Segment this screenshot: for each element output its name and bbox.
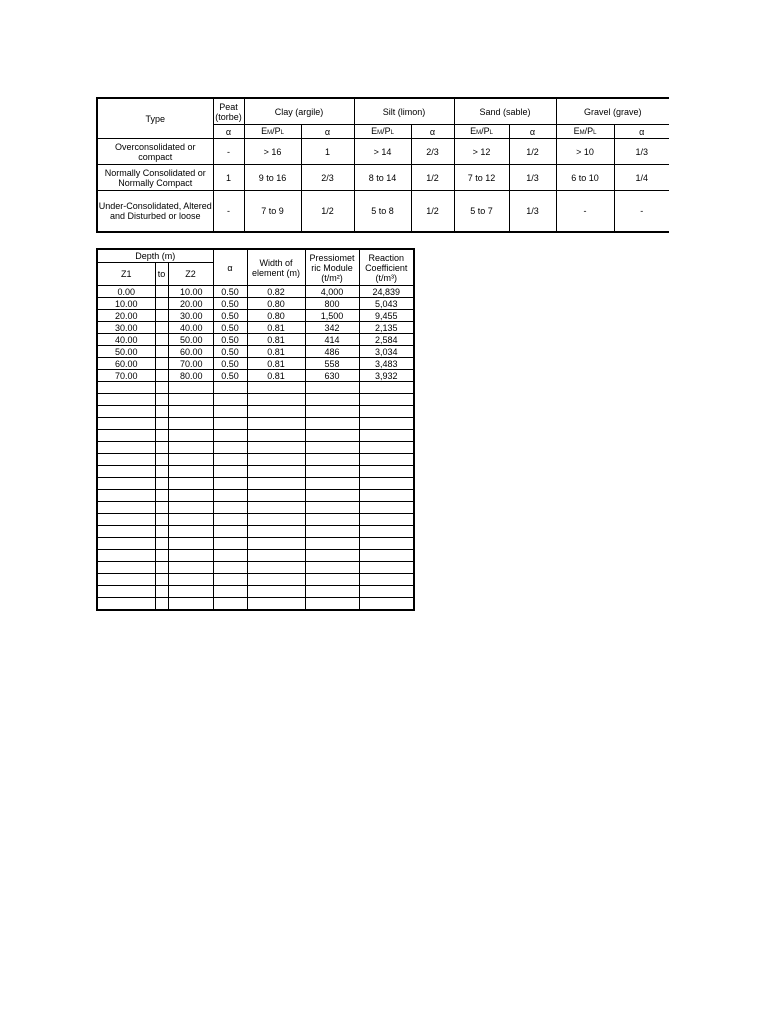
depth-cell-width xyxy=(247,526,305,538)
depth-cell-width xyxy=(247,562,305,574)
soil-cell: 2/3 xyxy=(301,165,354,191)
depth-cell-z1 xyxy=(97,598,155,611)
depth-cell-width xyxy=(247,490,305,502)
depth-cell-module xyxy=(305,574,359,586)
depth-cell-module: 486 xyxy=(305,346,359,358)
depth-cell-module xyxy=(305,502,359,514)
depth-cell-module xyxy=(305,526,359,538)
depth-cell-module xyxy=(305,406,359,418)
depth-cell-reaction: 2,135 xyxy=(359,322,414,334)
depth-header-depth: Depth (m) xyxy=(97,249,213,263)
depth-cell-z2 xyxy=(168,394,213,406)
depth-cell-module xyxy=(305,382,359,394)
depth-cell-module xyxy=(305,394,359,406)
depth-cell-module: 1,500 xyxy=(305,310,359,322)
depth-empty-row xyxy=(97,430,414,442)
depth-empty-row xyxy=(97,466,414,478)
depth-cell-to xyxy=(155,430,168,442)
depth-cell-to xyxy=(155,382,168,394)
soil-cell: 1/4 xyxy=(614,165,669,191)
soil-cell: 2/3 xyxy=(411,139,454,165)
depth-cell-width xyxy=(247,454,305,466)
depth-cell-alpha xyxy=(213,382,247,394)
soil-cell: 7 to 12 xyxy=(454,165,509,191)
depth-cell-z1 xyxy=(97,550,155,562)
depth-reaction-table xyxy=(96,248,415,611)
depth-cell-alpha: 0.50 xyxy=(213,370,247,382)
depth-cell-width: 0.82 xyxy=(247,286,305,298)
depth-cell-z1: 40.00 xyxy=(97,334,155,346)
depth-cell-to xyxy=(155,346,168,358)
soil-row xyxy=(97,165,669,191)
soil-header-gravel: Gravel (grave) xyxy=(556,98,669,125)
depth-cell-to xyxy=(155,322,168,334)
depth-cell-to xyxy=(155,574,168,586)
depth-cell-alpha xyxy=(213,514,247,526)
soil-cell: > 10 xyxy=(556,139,614,165)
depth-cell-z2 xyxy=(168,502,213,514)
depth-empty-row xyxy=(97,526,414,538)
depth-empty-row xyxy=(97,382,414,394)
depth-empty-row xyxy=(97,514,414,526)
depth-cell-to xyxy=(155,538,168,550)
depth-cell-width: 0.81 xyxy=(247,370,305,382)
depth-header-row xyxy=(97,249,414,263)
depth-cell-alpha xyxy=(213,454,247,466)
depth-cell-z2 xyxy=(168,442,213,454)
soil-row-type: Normally Consolidated or Normally Compact xyxy=(97,165,213,191)
depth-cell-z1 xyxy=(97,490,155,502)
depth-empty-row xyxy=(97,574,414,586)
depth-cell-alpha: 0.50 xyxy=(213,322,247,334)
depth-cell-alpha xyxy=(213,406,247,418)
soil-cell: 1/3 xyxy=(614,139,669,165)
depth-cell-to xyxy=(155,490,168,502)
depth-cell-z2: 70.00 xyxy=(168,358,213,370)
soil-subheader-alpha: α xyxy=(411,125,454,139)
depth-cell-z1 xyxy=(97,514,155,526)
soil-header-row xyxy=(97,98,669,125)
depth-cell-reaction: 3,034 xyxy=(359,346,414,358)
depth-cell-module: 414 xyxy=(305,334,359,346)
depth-empty-row xyxy=(97,538,414,550)
soil-header-type: Type xyxy=(97,98,213,139)
depth-cell-module xyxy=(305,490,359,502)
soil-header-silt: Silt (limon) xyxy=(354,98,454,125)
depth-cell-reaction xyxy=(359,538,414,550)
depth-cell-alpha: 0.50 xyxy=(213,286,247,298)
soil-cell: 8 to 14 xyxy=(354,165,411,191)
soil-header-peat: Peat (torbe) xyxy=(213,98,244,125)
depth-cell-reaction: 5,043 xyxy=(359,298,414,310)
soil-subheader-alpha: α xyxy=(301,125,354,139)
depth-cell-z2 xyxy=(168,526,213,538)
depth-cell-z1 xyxy=(97,574,155,586)
depth-cell-z2 xyxy=(168,466,213,478)
depth-cell-z1: 60.00 xyxy=(97,358,155,370)
depth-header-to: to xyxy=(155,263,168,286)
soil-subheader-ratio: EM/PL xyxy=(454,125,509,139)
depth-cell-z2 xyxy=(168,538,213,550)
soil-cell: 5 to 7 xyxy=(454,191,509,233)
depth-empty-row xyxy=(97,598,414,611)
depth-cell-z2 xyxy=(168,418,213,430)
depth-row xyxy=(97,286,414,298)
depth-row xyxy=(97,370,414,382)
depth-cell-z1: 70.00 xyxy=(97,370,155,382)
depth-cell-alpha: 0.50 xyxy=(213,358,247,370)
depth-cell-z1 xyxy=(97,538,155,550)
soil-cell: - xyxy=(213,191,244,233)
depth-cell-reaction: 2,584 xyxy=(359,334,414,346)
depth-cell-reaction xyxy=(359,466,414,478)
depth-cell-to xyxy=(155,310,168,322)
depth-cell-module xyxy=(305,514,359,526)
depth-cell-z1: 20.00 xyxy=(97,310,155,322)
depth-cell-z1 xyxy=(97,442,155,454)
depth-cell-to xyxy=(155,478,168,490)
depth-cell-reaction xyxy=(359,418,414,430)
depth-header-z2: Z2 xyxy=(168,263,213,286)
depth-cell-z2 xyxy=(168,598,213,611)
depth-cell-z2 xyxy=(168,430,213,442)
depth-cell-alpha xyxy=(213,466,247,478)
depth-cell-width: 0.80 xyxy=(247,298,305,310)
depth-empty-row xyxy=(97,562,414,574)
depth-header-z1: Z1 xyxy=(97,263,155,286)
depth-empty-row xyxy=(97,418,414,430)
depth-cell-z1 xyxy=(97,526,155,538)
depth-cell-z1 xyxy=(97,382,155,394)
depth-row xyxy=(97,358,414,370)
soil-cell: 5 to 8 xyxy=(354,191,411,233)
depth-cell-reaction xyxy=(359,598,414,611)
depth-cell-z2 xyxy=(168,406,213,418)
soil-subheader-ratio: EM/PL xyxy=(354,125,411,139)
depth-cell-width xyxy=(247,550,305,562)
depth-cell-reaction xyxy=(359,478,414,490)
depth-row xyxy=(97,298,414,310)
depth-cell-z1 xyxy=(97,406,155,418)
depth-cell-reaction xyxy=(359,550,414,562)
depth-cell-z2 xyxy=(168,382,213,394)
depth-cell-alpha: 0.50 xyxy=(213,310,247,322)
depth-cell-width xyxy=(247,502,305,514)
depth-cell-alpha: 0.50 xyxy=(213,334,247,346)
depth-cell-reaction xyxy=(359,454,414,466)
depth-cell-z2: 20.00 xyxy=(168,298,213,310)
soil-subheader-alpha: α xyxy=(213,125,244,139)
depth-cell-alpha xyxy=(213,598,247,611)
depth-row xyxy=(97,310,414,322)
depth-cell-module: 800 xyxy=(305,298,359,310)
depth-cell-to xyxy=(155,442,168,454)
depth-cell-reaction: 24,839 xyxy=(359,286,414,298)
depth-cell-width xyxy=(247,466,305,478)
depth-cell-module: 342 xyxy=(305,322,359,334)
depth-cell-to xyxy=(155,358,168,370)
depth-cell-to xyxy=(155,286,168,298)
depth-cell-to xyxy=(155,586,168,598)
depth-cell-reaction: 3,483 xyxy=(359,358,414,370)
soil-row-type: Under-Consolidated, Altered and Disturbed or loose xyxy=(97,191,213,233)
depth-cell-to xyxy=(155,334,168,346)
depth-cell-width xyxy=(247,406,305,418)
depth-cell-z1 xyxy=(97,502,155,514)
soil-cell: 1/2 xyxy=(411,165,454,191)
depth-cell-z2 xyxy=(168,454,213,466)
depth-cell-z1 xyxy=(97,454,155,466)
depth-empty-row xyxy=(97,586,414,598)
soil-cell: > 14 xyxy=(354,139,411,165)
depth-cell-z1 xyxy=(97,466,155,478)
depth-empty-row xyxy=(97,550,414,562)
soil-cell: 1/2 xyxy=(509,139,556,165)
soil-cell: 7 to 9 xyxy=(244,191,301,233)
depth-cell-alpha xyxy=(213,550,247,562)
depth-empty-row xyxy=(97,454,414,466)
depth-cell-z1 xyxy=(97,562,155,574)
depth-cell-width xyxy=(247,598,305,611)
depth-cell-z2 xyxy=(168,574,213,586)
soil-header-sand: Sand (sable) xyxy=(454,98,556,125)
depth-cell-width xyxy=(247,418,305,430)
depth-cell-to xyxy=(155,418,168,430)
depth-cell-module xyxy=(305,418,359,430)
depth-cell-width xyxy=(247,430,305,442)
depth-cell-reaction xyxy=(359,526,414,538)
depth-cell-z1: 30.00 xyxy=(97,322,155,334)
depth-cell-module xyxy=(305,454,359,466)
depth-row xyxy=(97,322,414,334)
depth-cell-reaction xyxy=(359,442,414,454)
soil-cell: > 12 xyxy=(454,139,509,165)
depth-cell-z2 xyxy=(168,514,213,526)
depth-cell-width xyxy=(247,586,305,598)
depth-cell-to xyxy=(155,454,168,466)
depth-cell-reaction xyxy=(359,502,414,514)
depth-cell-module xyxy=(305,430,359,442)
soil-cell: 1 xyxy=(213,165,244,191)
depth-cell-width: 0.81 xyxy=(247,358,305,370)
depth-cell-alpha xyxy=(213,502,247,514)
depth-cell-module: 558 xyxy=(305,358,359,370)
depth-cell-reaction xyxy=(359,382,414,394)
depth-cell-module xyxy=(305,466,359,478)
depth-cell-width xyxy=(247,394,305,406)
depth-empty-row xyxy=(97,502,414,514)
depth-cell-alpha: 0.50 xyxy=(213,346,247,358)
depth-cell-z1 xyxy=(97,586,155,598)
soil-cell: 1/3 xyxy=(509,191,556,233)
depth-cell-module: 4,000 xyxy=(305,286,359,298)
depth-cell-z2: 50.00 xyxy=(168,334,213,346)
depth-cell-alpha xyxy=(213,538,247,550)
depth-empty-row xyxy=(97,478,414,490)
depth-cell-z2 xyxy=(168,562,213,574)
depth-cell-z2 xyxy=(168,478,213,490)
depth-cell-width: 0.81 xyxy=(247,322,305,334)
depth-cell-width: 0.81 xyxy=(247,346,305,358)
depth-cell-alpha xyxy=(213,418,247,430)
depth-cell-to xyxy=(155,298,168,310)
depth-cell-to xyxy=(155,466,168,478)
depth-header-pressiometric: Pressiomet ric Module (t/m²) xyxy=(305,249,359,286)
depth-cell-width xyxy=(247,442,305,454)
depth-cell-z1 xyxy=(97,478,155,490)
depth-cell-width: 0.80 xyxy=(247,310,305,322)
soil-cell: 1/3 xyxy=(509,165,556,191)
depth-cell-reaction xyxy=(359,430,414,442)
depth-cell-module xyxy=(305,562,359,574)
soil-classification-table xyxy=(96,97,669,233)
soil-cell: > 16 xyxy=(244,139,301,165)
soil-cell: 6 to 10 xyxy=(556,165,614,191)
soil-cell: 1/2 xyxy=(411,191,454,233)
soil-subheader-ratio: EM/PL xyxy=(244,125,301,139)
depth-cell-to xyxy=(155,550,168,562)
depth-cell-module xyxy=(305,478,359,490)
depth-cell-module xyxy=(305,442,359,454)
depth-cell-to xyxy=(155,526,168,538)
depth-cell-z1: 0.00 xyxy=(97,286,155,298)
depth-cell-to xyxy=(155,598,168,611)
depth-cell-reaction xyxy=(359,394,414,406)
soil-subheader-ratio: EM/PL xyxy=(556,125,614,139)
depth-cell-module xyxy=(305,598,359,611)
depth-cell-alpha xyxy=(213,586,247,598)
depth-cell-alpha xyxy=(213,442,247,454)
depth-cell-width xyxy=(247,478,305,490)
depth-cell-z2: 30.00 xyxy=(168,310,213,322)
depth-cell-z2: 40.00 xyxy=(168,322,213,334)
depth-cell-z2: 60.00 xyxy=(168,346,213,358)
depth-header-alpha: α xyxy=(213,249,247,286)
depth-cell-z1: 50.00 xyxy=(97,346,155,358)
depth-cell-reaction: 3,932 xyxy=(359,370,414,382)
depth-cell-z1 xyxy=(97,418,155,430)
depth-cell-reaction xyxy=(359,574,414,586)
soil-row-type: Overconsolidated or compact xyxy=(97,139,213,165)
depth-cell-to xyxy=(155,562,168,574)
depth-empty-row xyxy=(97,406,414,418)
depth-cell-to xyxy=(155,370,168,382)
depth-cell-to xyxy=(155,406,168,418)
soil-cell: - xyxy=(556,191,614,233)
depth-cell-to xyxy=(155,514,168,526)
depth-cell-z1: 10.00 xyxy=(97,298,155,310)
depth-cell-z1 xyxy=(97,430,155,442)
depth-cell-z2: 10.00 xyxy=(168,286,213,298)
soil-cell: - xyxy=(614,191,669,233)
depth-cell-width xyxy=(247,574,305,586)
soil-cell: 9 to 16 xyxy=(244,165,301,191)
soil-cell: 1/2 xyxy=(301,191,354,233)
depth-cell-width xyxy=(247,514,305,526)
depth-empty-row xyxy=(97,442,414,454)
depth-cell-alpha: 0.50 xyxy=(213,298,247,310)
depth-cell-alpha xyxy=(213,490,247,502)
depth-cell-module xyxy=(305,550,359,562)
depth-cell-z2 xyxy=(168,490,213,502)
depth-header-reaction: Reaction Coefficient (t/m³) xyxy=(359,249,414,286)
depth-cell-alpha xyxy=(213,430,247,442)
depth-cell-module: 630 xyxy=(305,370,359,382)
depth-empty-row xyxy=(97,394,414,406)
depth-cell-z1 xyxy=(97,394,155,406)
depth-row xyxy=(97,334,414,346)
depth-header-width: Width of element (m) xyxy=(247,249,305,286)
depth-cell-alpha xyxy=(213,478,247,490)
depth-cell-module xyxy=(305,538,359,550)
soil-row xyxy=(97,139,669,165)
depth-table-body xyxy=(97,286,414,611)
depth-cell-reaction xyxy=(359,490,414,502)
depth-cell-reaction xyxy=(359,586,414,598)
soil-subheader-alpha: α xyxy=(614,125,669,139)
depth-cell-module xyxy=(305,586,359,598)
depth-cell-alpha xyxy=(213,526,247,538)
depth-cell-to xyxy=(155,502,168,514)
depth-cell-z2 xyxy=(168,586,213,598)
depth-cell-reaction xyxy=(359,562,414,574)
depth-cell-width: 0.81 xyxy=(247,334,305,346)
depth-cell-reaction: 9,455 xyxy=(359,310,414,322)
depth-cell-to xyxy=(155,394,168,406)
soil-row xyxy=(97,191,669,233)
depth-cell-alpha xyxy=(213,562,247,574)
depth-cell-reaction xyxy=(359,514,414,526)
depth-row xyxy=(97,346,414,358)
soil-subheader-alpha: α xyxy=(509,125,556,139)
depth-cell-alpha xyxy=(213,574,247,586)
soil-cell: 1 xyxy=(301,139,354,165)
depth-cell-z2 xyxy=(168,550,213,562)
depth-cell-alpha xyxy=(213,394,247,406)
soil-header-clay: Clay (argile) xyxy=(244,98,354,125)
depth-empty-row xyxy=(97,490,414,502)
depth-cell-z2: 80.00 xyxy=(168,370,213,382)
depth-cell-width xyxy=(247,382,305,394)
depth-cell-reaction xyxy=(359,406,414,418)
soil-cell: - xyxy=(213,139,244,165)
depth-cell-width xyxy=(247,538,305,550)
